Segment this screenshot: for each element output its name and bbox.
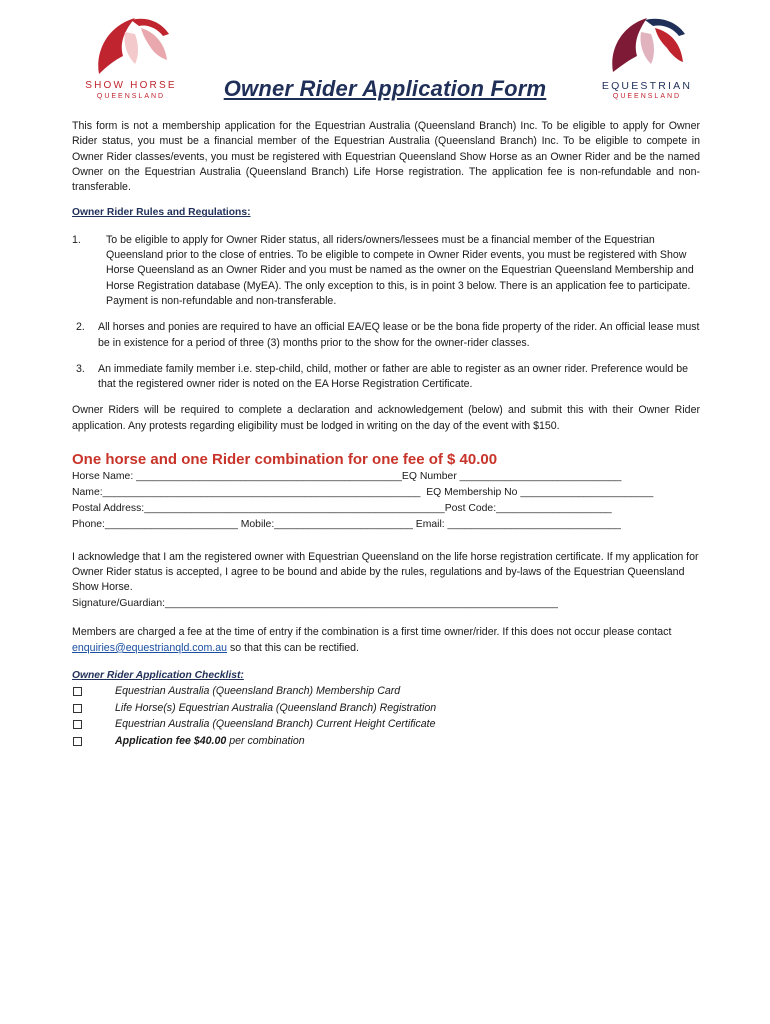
checklist-item [72,716,700,733]
name-eq-membership-field[interactable]: Name:_______________________________________________________ EQ Membership No _______________________ [72,486,654,498]
form-content [72,119,700,749]
checklist-item-fee: Application fee $40.00 [115,734,227,747]
rule-item [72,233,700,309]
fee-heading: One horse and one Rider combination for one fee of $ 40.00 [72,451,498,469]
checklist-item-rest: per combination [226,734,305,747]
horse-head-icon [601,12,693,78]
rule-text: All horses and ponies are required to have an official EA/EQ lease or be the bona fide property of the rider. An official lease must be in existence for a period of three (3) months prior to the show for the owner-rider classes. [98,321,700,349]
checklist-item [72,683,700,700]
horse-name-eq-number-field[interactable]: Horse Name: ______________________________________________EQ Number ____________________________ [72,471,622,483]
checklist-item-text: Equestrian Australia (Queensland Branch) Current Height Certificate [115,718,436,731]
checklist-item-text: Equestrian Australia (Queensland Branch) Membership Card [115,685,401,698]
logo-right-sub: QUEENSLAND [612,93,682,100]
rule-number: 2. [76,321,85,334]
rule-item [72,362,700,393]
checkbox[interactable] [73,737,82,746]
horse-head-icon [85,12,177,78]
logo-right-name: EQUESTRIAN [601,80,693,92]
checkbox[interactable] [73,720,82,729]
postal-address-postcode-field[interactable]: Postal Address:____________________________________________________Post Code:____________________ [72,502,612,514]
rule-item [72,320,700,351]
checklist-item [72,700,700,717]
logo-left-sub: QUEENSLAND [96,93,166,100]
rule-number: 1. [72,233,81,246]
rule-text: To be eligible to apply for Owner Rider status, all riders/owners/lessees must be a financial member of the Equestrian Queensland prior to the close of entries. To be eligible to compete in Owner Rider events, you must be registered with Show Horse Queensland as an Owner Rider and you must be named as the owner on the Equestrian Queensland Membership and Horse Registration database (MyEA). The only exception to this, is in point 3 below. There is an application fee to participate. Payment is non-refundable and non-transferable. [106,233,694,307]
checkbox[interactable] [73,687,82,696]
enquiries-email-link[interactable]: enquiries@equestrianqld.com.au [72,641,228,654]
members-paragraph [72,625,700,656]
checklist-item [72,733,700,750]
signature-guardian-field[interactable]: Signature/Guardian:____________________________________________________________________ [72,597,558,609]
logo-left-name: SHOW HORSE [85,80,177,91]
rule-number: 3. [76,362,85,375]
checklist-item-text: Life Horse(s) Equestrian Australia (Queensland Branch) Registration [115,701,437,714]
acknowledgement-paragraph: I acknowledge that I am the registered owner with Equestrian Queensland on the life horse registration certificate. If my application for Owner Rider status is accepted, I agree to be bound and abide by the rules, regulations and by-laws of the Equestrian Queensland Show Horse. [72,550,699,594]
phone-mobile-email-field[interactable]: Phone:_______________________ Mobile:________________________ Email: ______________________________ [72,518,621,530]
checklist-heading: Owner Rider Application Checklist: [72,670,244,682]
owner-riders-paragraph: Owner Riders will be required to complete a declaration and acknowledgement (below) and submit this with their Owner Rider application. Any protests regarding eligibility must be lodged in writing on the day of the event with $150. [72,404,700,432]
page-title: Owner Rider Application Form [223,76,547,101]
rule-text: An immediate family member i.e. step-child, child, mother or father are able to register as an owner rider. Preference would be that the registered owner rider is noted on the EA Horse Registration Certificate. [98,362,688,391]
members-text: Members are charged a fee at the time of entry if the combination is a first time owner/rider. If this does not occur please contact [72,626,672,639]
intro-paragraph: This form is not a membership application for the Equestrian Australia (Queensland Branch) Inc. To be eligible to apply for Owner Rider status, you must be a financial member of the Equestrian Australia (Queensland Branch) Inc. To be eligible to compete in Owner Rider classes/events, you must be registered with Equestrian Queensland Show Horse as an Owner Rider and be the named Owner on the Equestrian Australia (Queensland Branch) Life Horse registration. The application fee is non-refundable and non-transferable. [72,120,700,194]
rules-heading: Owner Rider Rules and Regulations: [72,207,251,219]
members-suffix: so that this can be rectified. [227,641,359,654]
checkbox[interactable] [73,704,82,713]
